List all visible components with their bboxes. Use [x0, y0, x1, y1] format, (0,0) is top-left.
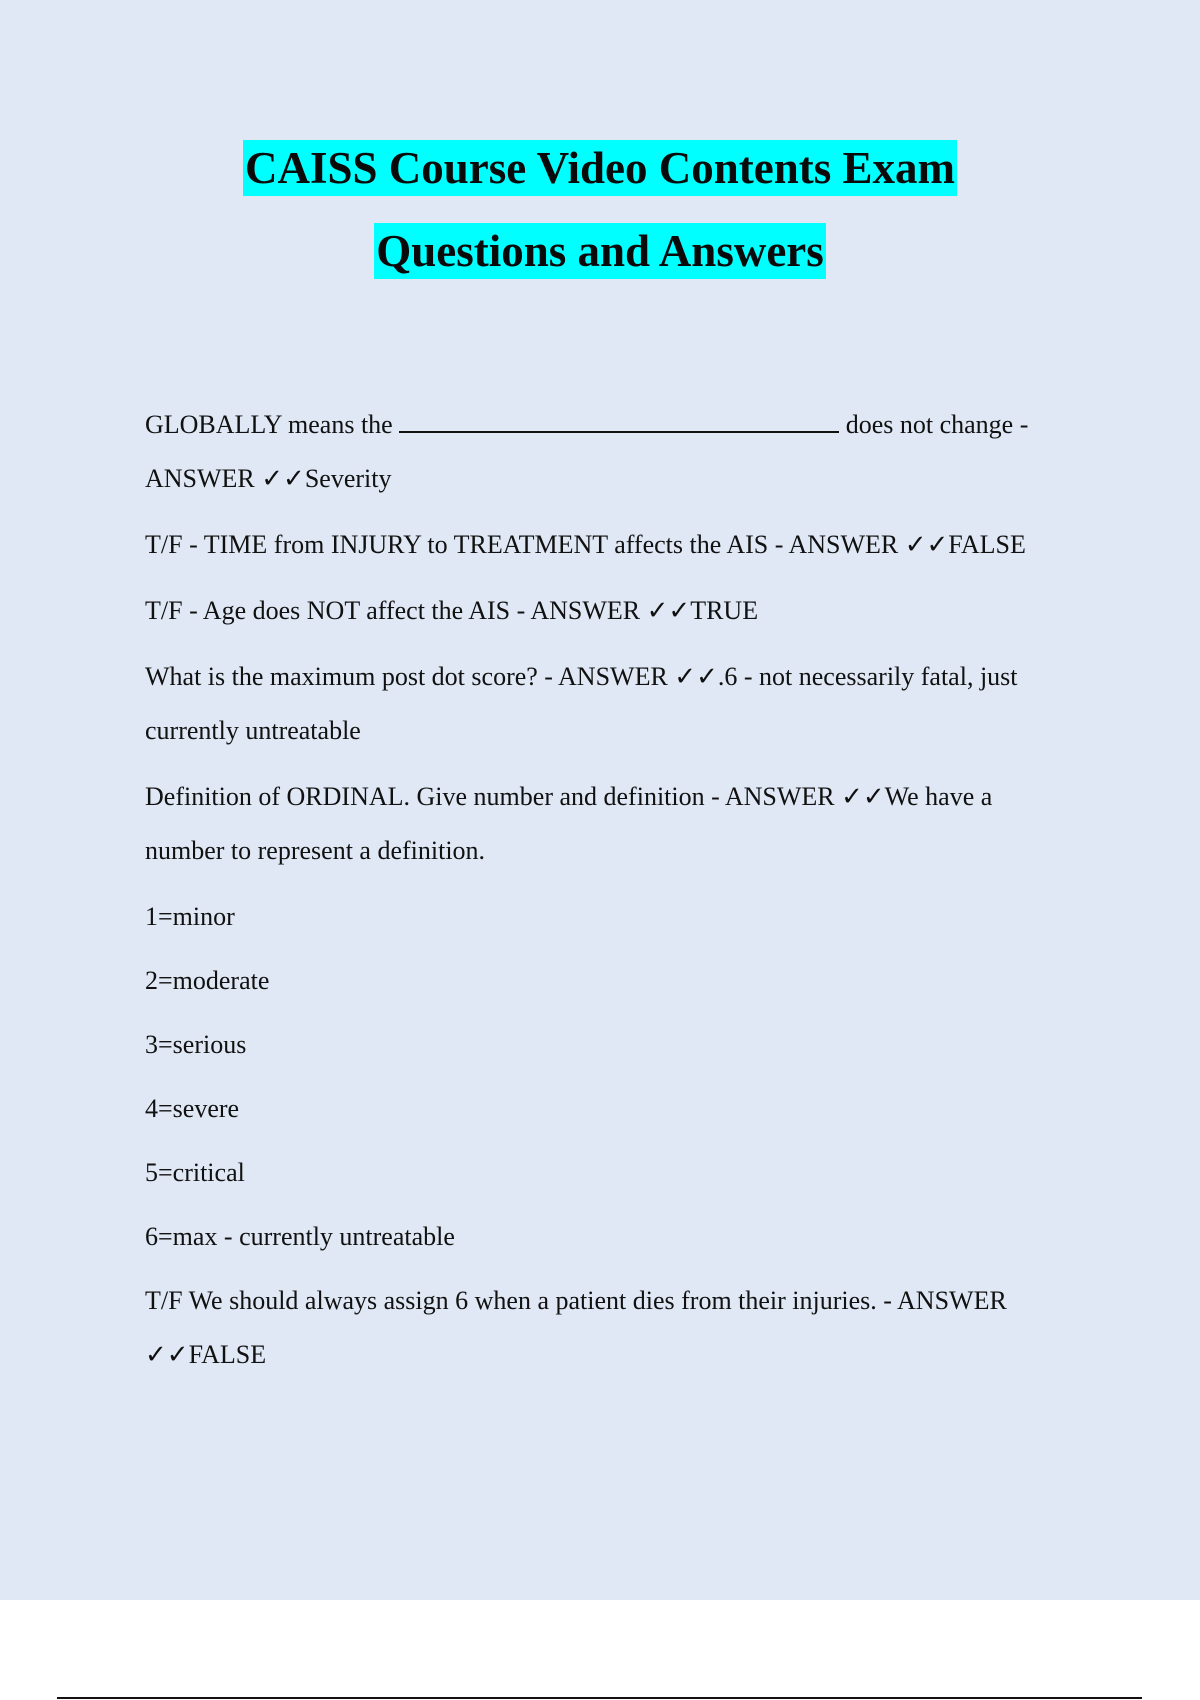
question-ordinal — [145, 770, 1075, 878]
question-text: T/F We should always assign 6 when a patient dies from their injuries. - ANSWER ✓✓FALSE — [145, 1286, 1007, 1369]
question-assign-six — [145, 1274, 1075, 1382]
ordinal-list-item: 2=moderate — [145, 966, 270, 995]
question-text: T/F - Age does NOT affect the AIS - ANSWER ✓✓TRUE — [145, 596, 759, 625]
question-text: Definition of ORDINAL. Give number and definition - ANSWER ✓✓We have a number to represent a definition. — [145, 782, 993, 865]
footer-divider — [57, 1697, 1142, 1699]
ordinal-list-item: 1=minor — [145, 902, 235, 931]
ordinal-list-item: 5=critical — [145, 1158, 245, 1187]
ordinal-list-item: 6=max - currently untreatable — [145, 1222, 455, 1251]
title-line-2: Questions and Answers — [374, 223, 826, 279]
question-max-score — [145, 650, 1075, 758]
qa-content — [145, 398, 1075, 1394]
question-age — [145, 584, 1075, 638]
fill-in-blank — [399, 411, 839, 433]
question-time-injury — [145, 518, 1075, 572]
question-text-after-blank: does not change - ANSWER ✓✓Severity — [145, 410, 1029, 493]
question-globally — [145, 398, 1075, 506]
ordinal-list-item: 4=severe — [145, 1094, 240, 1123]
question-text: T/F - TIME from INJURY to TREATMENT affects the AIS - ANSWER ✓✓FALSE — [145, 530, 1026, 559]
question-text-before-blank: GLOBALLY means the — [145, 410, 400, 439]
document-title — [0, 140, 1200, 306]
question-text: What is the maximum post dot score? - ANSWER ✓✓.6 - not necessarily fatal, just currently untreatable — [145, 662, 1018, 745]
title-line-1: CAISS Course Video Contents Exam — [243, 140, 957, 196]
ordinal-list-item: 3=serious — [145, 1030, 247, 1059]
